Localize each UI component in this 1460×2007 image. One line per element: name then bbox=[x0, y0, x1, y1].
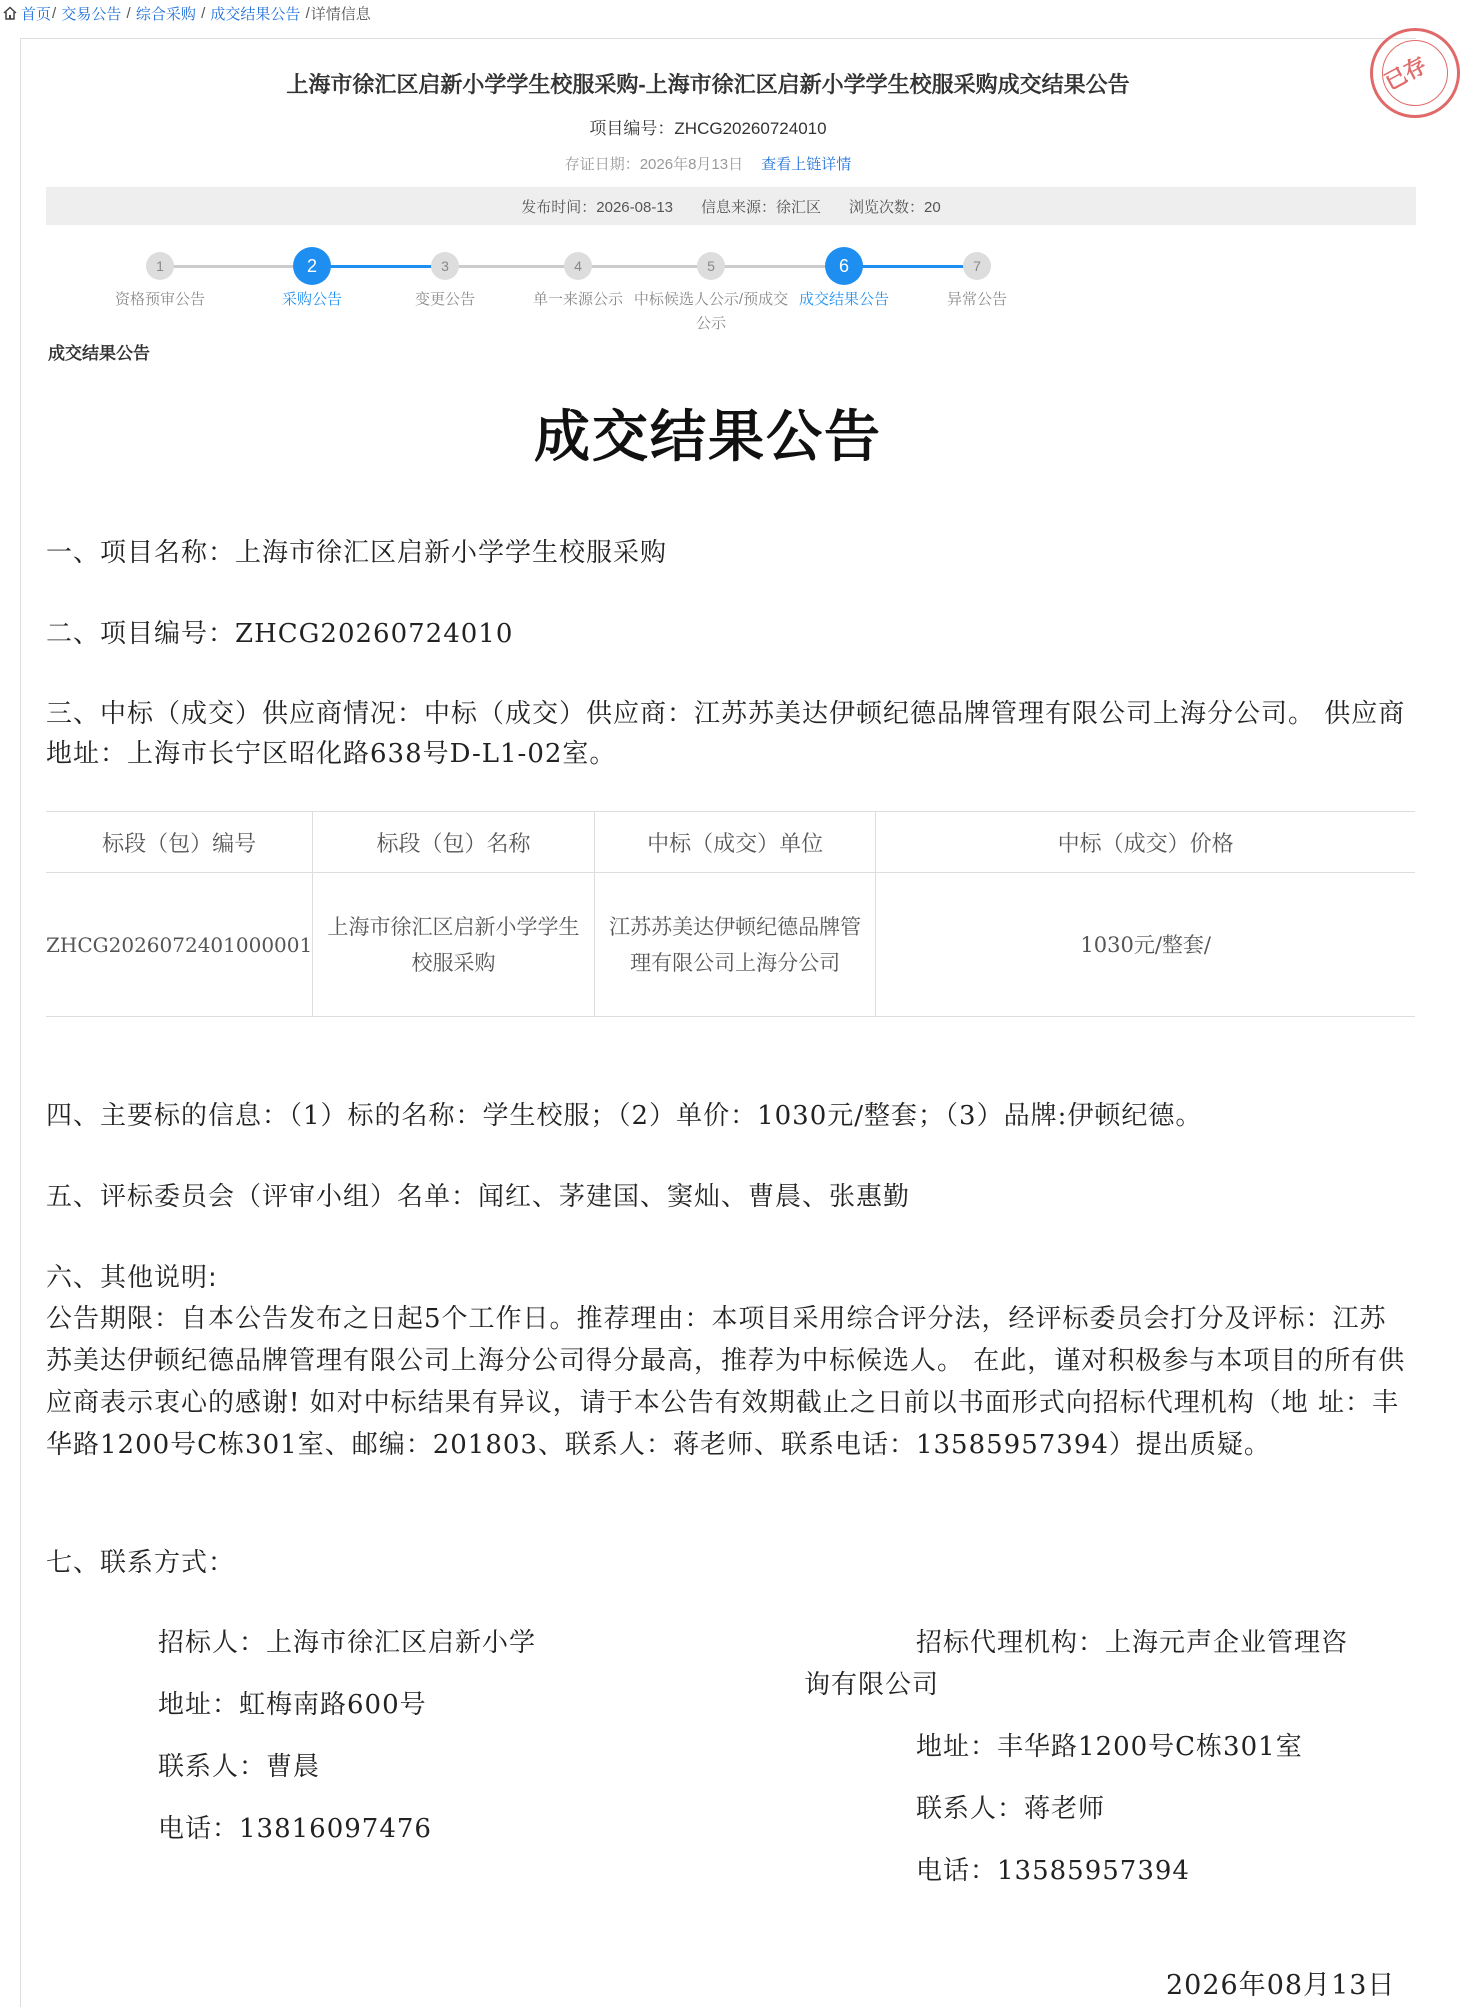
step-abnormal[interactable]: 7 异常公告 bbox=[887, 246, 1067, 312]
section-contact: 七、联系方式： bbox=[46, 1548, 236, 1578]
breadcrumb-home-link[interactable]: 首页 bbox=[21, 5, 52, 23]
stamp-seal: 已存 bbox=[1370, 28, 1460, 118]
section-tag: 成交结果公告 bbox=[48, 344, 150, 363]
buyer-contact: 联系人：曹晨 bbox=[158, 1752, 321, 1782]
view-chain-details-link[interactable]: 查看上链详情 bbox=[761, 156, 852, 173]
col-header-code: 标段（包）编号 bbox=[46, 812, 313, 873]
step-procurement[interactable]: 2 采购公告 bbox=[222, 246, 402, 312]
step-prequal[interactable]: 1 资格预审公告 bbox=[70, 246, 250, 312]
announcement-date: 2026年08月13日 bbox=[1166, 1970, 1396, 2001]
buyer-address: 地址：虹梅南路600号 bbox=[158, 1690, 427, 1720]
table-header-row bbox=[46, 812, 1415, 873]
step-single-source[interactable]: 4 单一来源公示 bbox=[488, 246, 668, 312]
section-project-number: 二、项目编号：ZHCG20260724010 bbox=[46, 619, 514, 649]
breadcrumb-current: 详情信息 bbox=[310, 5, 371, 23]
section-main-info: 四、主要标的信息：（1）标的名称：学生校服；（2）单价：1030元/整套；（3）品牌:伊顿纪德。 bbox=[46, 1101, 1203, 1131]
announcement-title: 上海市徐汇区启新小学学生校服采购-上海市徐汇区启新小学学生校服采购成交结果公告 bbox=[286, 72, 1130, 97]
section-project-name: 一、项目名称：上海市徐汇区启新小学学生校服采购 bbox=[46, 538, 668, 568]
col-header-name: 标段（包）名称 bbox=[313, 812, 595, 873]
bid-table bbox=[46, 811, 1415, 1017]
cell-code: ZHCG2026072401000001 bbox=[46, 873, 313, 1017]
step-candidate[interactable]: 5 中标候选人公示/预成交公示 bbox=[621, 246, 801, 336]
breadcrumb-link-trade[interactable]: 交易公告 bbox=[61, 5, 122, 23]
info-source: 信息来源：徐汇区 bbox=[701, 198, 822, 216]
agency-phone: 电话：13585957394 bbox=[916, 1856, 1190, 1886]
info-bar bbox=[46, 187, 1416, 225]
step-change[interactable]: 3 变更公告 bbox=[355, 246, 535, 312]
agency-name: 招标代理机构：上海元声企业管理咨 bbox=[916, 1628, 1349, 1658]
breadcrumb-link-procurement[interactable]: 综合采购 bbox=[135, 5, 196, 23]
section-committee: 五、评标委员会（评审小组）名单：闻红、茅建国、窦灿、曹晨、张惠勤 bbox=[46, 1182, 911, 1212]
agency-name-cont: 询有限公司 bbox=[804, 1670, 940, 1700]
document-title: 成交结果公告 bbox=[534, 405, 882, 470]
section-other-notes: 六、其他说明: 公告期限：自本公告发布之日起5个工作日。推荐理由：本项目采用综合评分法，经评标委员会打分及评标：江苏苏美达伊顿纪德品牌管理有限公司上海分公司得分最高，推荐为中标候选人。 在此，谨对积极参与本项目的所有供应商表示衷心的感谢! 如对中标结果有异议，请于本公告有效期截止之日前以书面形式向招标代理机构（地 址：丰华路1200号C栋301室、邮编：201803、联系人：蒋老师、联系电话：13585957394）提出质疑。 bbox=[46, 1263, 1406, 1460]
store-date-line bbox=[0, 153, 1416, 174]
buyer-phone: 电话：13816097476 bbox=[158, 1814, 432, 1844]
project-number: 项目编号：ZHCG20260724010 bbox=[589, 119, 827, 138]
section-supplier: 三、中标（成交）供应商情况：中标（成交）供应商：江苏苏美达伊顿纪德品牌管理有限公司上海分公司。 供应商地址：上海市长宁区昭化路638号D-L1-02室。 bbox=[46, 699, 1406, 769]
breadcrumb-link-result[interactable]: 成交结果公告 bbox=[210, 5, 301, 23]
cell-price: 1030元/整套/ bbox=[876, 873, 1415, 1017]
breadcrumb: 首页 / 交易公告 / 综合采购 / 成交结果公告 / 详情信息 bbox=[2, 3, 371, 23]
cell-unit: 江苏苏美达伊顿纪德品牌管理有限公司上海分公司 bbox=[594, 873, 876, 1017]
home-icon[interactable] bbox=[2, 5, 18, 21]
cell-name: 上海市徐汇区启新小学学生校服采购 bbox=[313, 873, 595, 1017]
col-header-unit: 中标（成交）单位 bbox=[594, 812, 876, 873]
publish-time: 发布时间：2026-08-13 bbox=[521, 198, 674, 216]
agency-contact: 联系人：蒋老师 bbox=[916, 1794, 1106, 1824]
col-header-price: 中标（成交）价格 bbox=[876, 812, 1415, 873]
table-row bbox=[46, 873, 1415, 1017]
view-count: 浏览次数：20 bbox=[849, 198, 941, 216]
step-result[interactable]: 6 成交结果公告 bbox=[754, 246, 934, 312]
process-stepper bbox=[0, 246, 1416, 346]
buyer-name: 招标人：上海市徐汇区启新小学 bbox=[158, 1628, 537, 1658]
store-date: 存证日期：2026年8月13日 bbox=[564, 156, 744, 173]
agency-address: 地址：丰华路1200号C栋301室 bbox=[916, 1732, 1303, 1762]
